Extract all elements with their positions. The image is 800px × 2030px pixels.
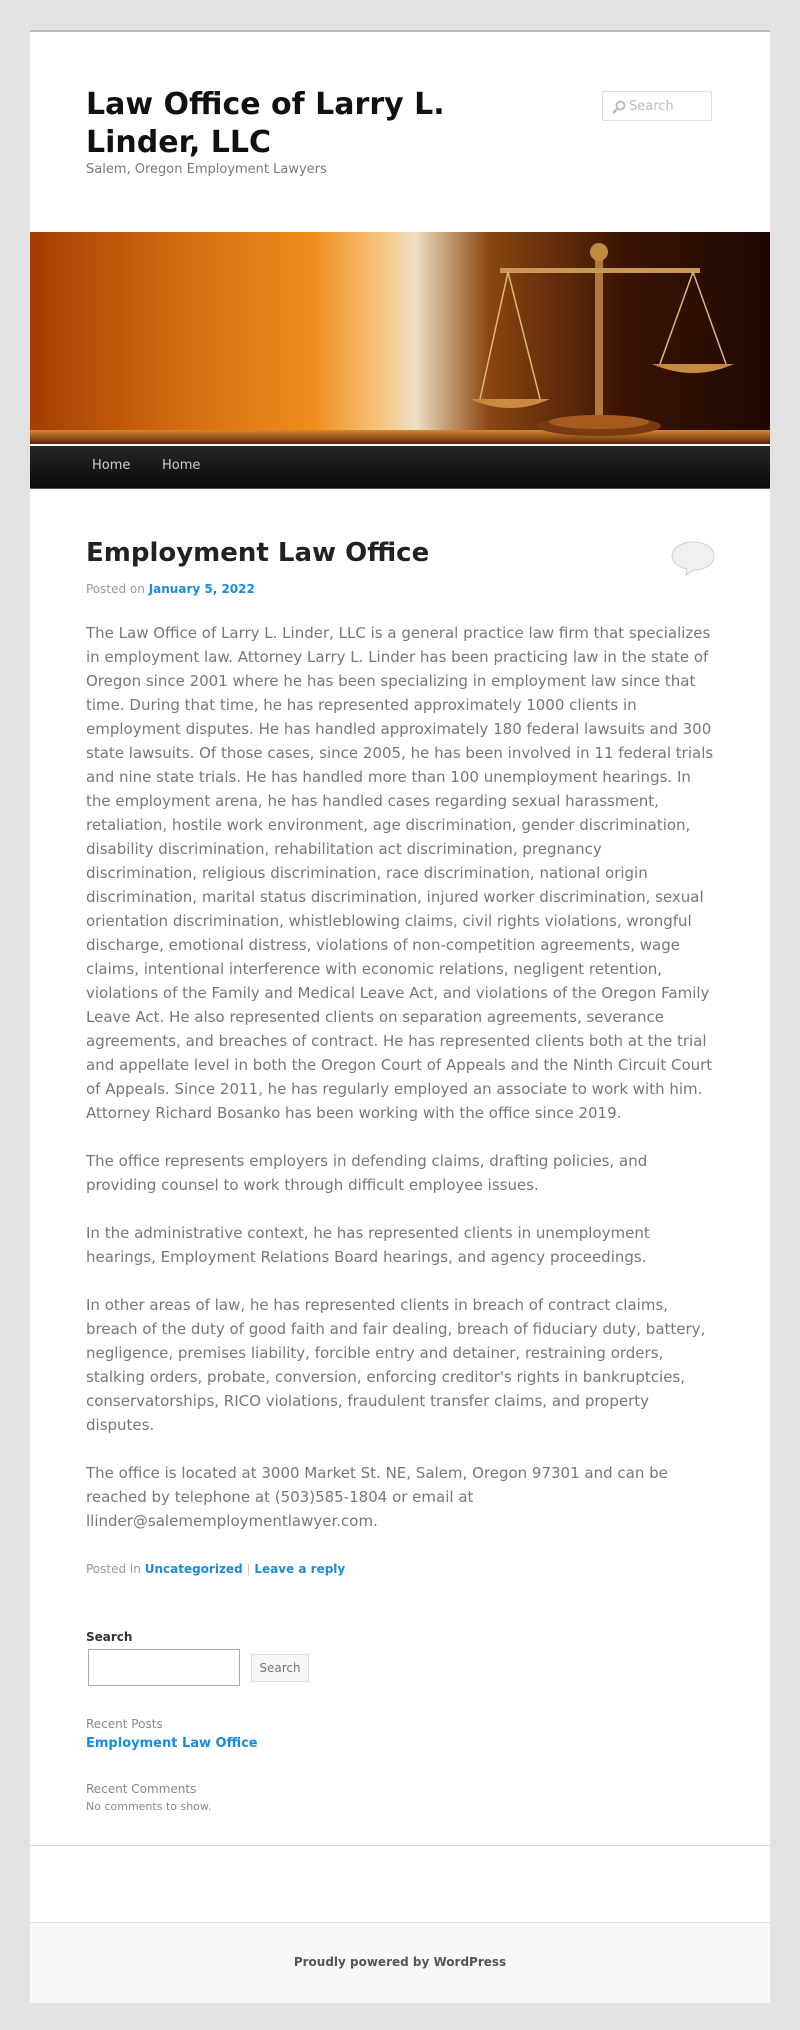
post-meta (86, 582, 255, 596)
site-description: Salem, Oregon Employment Lawyers (86, 162, 327, 177)
main-navigation (30, 446, 770, 489)
category-link[interactable]: Uncategorized (144, 1562, 243, 1576)
meta-separator: | (246, 1562, 251, 1576)
post-content (86, 621, 716, 1557)
wordpress-credit-link[interactable]: Proudly powered by WordPress (293, 1955, 507, 1969)
widget-search-input[interactable] (88, 1649, 240, 1686)
header-banner-image (30, 232, 770, 444)
post-footer-meta (86, 1562, 345, 1576)
leave-reply-link[interactable]: Leave a reply (254, 1562, 346, 1576)
posted-in-label: Posted in (86, 1562, 141, 1576)
post-paragraph: The office is located at 3000 Market St. NE, Salem, Oregon 97301 and can be reached by telephone at (503)585-1804 or email at llinder@salememploymentlawyer.com. (86, 1464, 668, 1530)
widget-search-label: Search (86, 1630, 133, 1644)
post-paragraph: The office represents employers in defending claims, drafting policies, and providing counsel to work through difficult employee issues. (86, 1152, 648, 1194)
header-search[interactable] (602, 91, 712, 121)
post-paragraph: In other areas of law, he has represented clients in breach of contract claims, breach of the duty of good faith and fair dealing, breach of fiduciary duty, battery, negligence, premises liability, forcible entry and detainer, restraining orders, stalking orders, probate, conversion, enforcing creditor's rights in bankruptcies, conservatorships, RICO violations, fraudulent transfer claims, and property disputes. (86, 1296, 706, 1434)
post-date-link[interactable]: January 5, 2022 (148, 582, 255, 596)
header-search-input[interactable] (629, 96, 707, 116)
posted-on-label: Posted on (86, 582, 145, 596)
comment-bubble-icon[interactable] (670, 540, 716, 576)
widget-search-button[interactable]: Search (251, 1654, 309, 1682)
site-title (86, 86, 486, 162)
search-icon (612, 100, 626, 114)
site-footer (30, 1922, 770, 2003)
nav-item-home[interactable]: Home (92, 458, 131, 473)
recent-posts-title: Recent Posts (86, 1717, 163, 1731)
recent-post-link[interactable]: Employment Law Office (86, 1736, 258, 1751)
post-title[interactable]: Employment Law Office (86, 538, 430, 568)
site-title-link[interactable]: Law Office of Larry L. Linder, LLC (86, 87, 445, 160)
no-comments-text: No comments to show. (86, 1800, 212, 1813)
scales-of-justice-image (30, 232, 770, 444)
content-divider (30, 1845, 770, 1846)
recent-comments-title: Recent Comments (86, 1782, 197, 1796)
post-paragraph: In the administrative context, he has represented clients in unemployment hearings, Employment Relations Board hearings, and agency proceedings. (86, 1224, 650, 1266)
post-paragraph: The Law Office of Larry L. Linder, LLC is a general practice law firm that specializes in employment law. Attorney Larry L. Linder has been practicing law in the state of Oregon since 2001 where he has been specializing in employment law since that time. During that time, he has represented approximately 1000 clients in employment disputes. He has handled approximately 180 federal lawsuits and 300 state lawsuits. Of those cases, since 2005, he has been involved in 11 federal trials and nine state trials. He has handled more than 100 unemployment hearings. In the employment arena, he has handled cases regarding sexual harassment, retaliation, hostile work environment, age discrimination, gender discrimination, disability discrimination, rehabilitation act discrimination, pregnancy discrimination, religious discrimination, race discrimination, national origin discrimination, marital status discrimination, injured worker discrimination, sexual orientation discrimination, whistleblowing claims, civil rights violations, wrongful discharge, emotional distress, violations of non-competition agreements, wage claims, intentional interference with economic relations, negligent retention, violations of the Family and Medical Leave Act, and violations of the Oregon Family Leave Act. He also represented clients on separation agreements, severance agreements, and breaches of contract. He has represented clients both at the trial and appellate level in both the Oregon Court of Appeals and the Ninth Circuit Court of Appeals. Since 2011, he has regularly employed an associate to work with him. Attorney Richard Bosanko has been working with the office since 2019. (86, 624, 714, 1122)
nav-item-home-2[interactable]: Home (162, 458, 201, 473)
page (30, 30, 770, 2002)
